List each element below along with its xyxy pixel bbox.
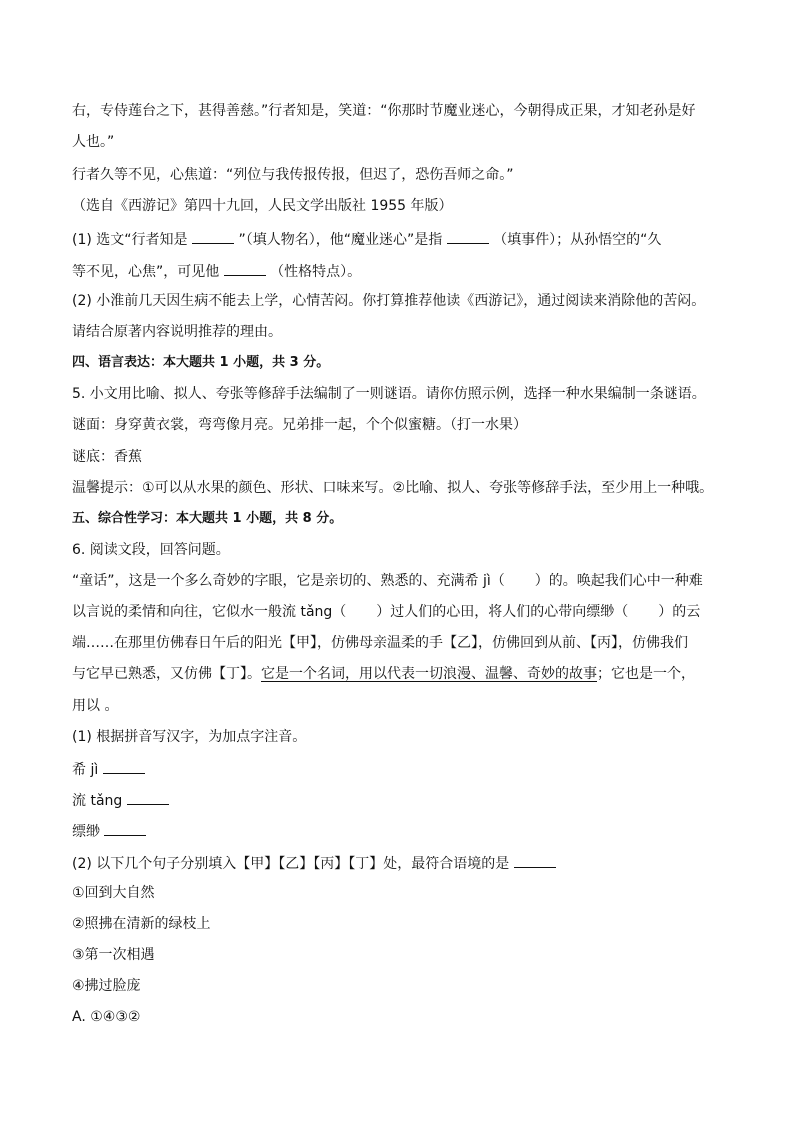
- q5-text: 5. 小文用比喻、拟人、夸张等修辞手法编制了一则谜语。请你仿照示例，选择一种水果编制一条谜语。: [72, 386, 706, 402]
- word-item-1: [72, 759, 732, 779]
- passage-source: （选自《西游记》第四十九回，人民文学出版社 1955 年版）: [72, 198, 453, 214]
- answer-blank[interactable]: [514, 853, 556, 868]
- p2-text-b: ）过人们的心田，将人们的心带向缥缈（: [376, 604, 629, 620]
- q4-sub1-text-b: ”（填人物名），他“魔业迷心”是指: [238, 232, 443, 248]
- riddle-text: 谜面：身穿黄衣裳，弯弯像月亮。兄弟排一起，个个似蜜糖。（打一水果）: [72, 417, 527, 433]
- option-2: ②照拂在清新的绿枝上: [72, 916, 211, 932]
- answer-blank[interactable]: [127, 790, 169, 805]
- choice-a: A. ①④③②: [72, 1009, 141, 1025]
- q4-sub1-line2: [72, 261, 732, 281]
- fairy-paragraph-line3: 端……在那里仿佛春日午后的阳光【甲】，仿佛母亲温柔的手【乙】，仿佛回到从前、【丙】，仿佛我们: [72, 635, 688, 651]
- fairy-paragraph-line2: [72, 603, 732, 621]
- fairy-paragraph-line1: [72, 572, 732, 590]
- q4-sub1-text-a: (1) 选文“行者知是: [72, 232, 188, 248]
- riddle-answer: 谜底：香蕉: [72, 449, 142, 465]
- fairy-paragraph-line4: [72, 665, 732, 683]
- p1-text-a: “童话”，这是一个多么奇妙的字眼，它是亲切的、熟悉的、充满希 jì（: [72, 573, 505, 589]
- option-1: ①回到大自然: [72, 885, 155, 901]
- option-4: ④拂过脸庞: [72, 978, 141, 994]
- answer-blank[interactable]: [224, 261, 266, 276]
- option-3: ③第一次相遇: [72, 947, 155, 963]
- section4-heading: 四、语言表达：本大题共 1 小题，共 3 分。: [72, 355, 330, 370]
- q6-sub1: (1) 根据拼音写汉字，为加点字注音。: [72, 729, 307, 745]
- word2-label: 流 tǎng: [72, 793, 123, 809]
- passage-line-1: 右，专侍莲台之下，甚得善慈。”行者知是，笑道：“你那时节魔业迷心，今朝得成正果，才知老孙是好: [72, 103, 696, 119]
- passage-line-3: 行者久等不见，心焦道：“列位与我传报传报，但迟了，恐伤吾师之命。”: [72, 167, 514, 183]
- word1-label: 希 jì: [72, 762, 99, 778]
- word3-label: 缥缈: [72, 824, 100, 840]
- p2-text-a: 以言说的柔情和向往，它似水一般流 tǎng（: [72, 604, 347, 620]
- p2-text-c: ）的云: [658, 604, 701, 620]
- underlined-sentence: 它是一个名词，用以代表一切浪漫、温馨、奇妙的故事: [261, 666, 597, 682]
- q4-sub1-text-e: （性格特点）。: [270, 264, 362, 280]
- q6-text: 6. 阅读文段，回答问题。: [72, 542, 230, 558]
- section5-heading: 五、综合性学习：本大题共 1 小题，共 8 分。: [72, 511, 343, 526]
- q6-sub2-text: (2) 以下几个句子分别填入【甲】【乙】【丙】【丁】处，最符合语境的是: [72, 856, 510, 872]
- word-item-3: [72, 821, 732, 841]
- answer-blank[interactable]: [192, 229, 234, 244]
- q4-sub1-line1: [72, 229, 732, 249]
- warm-tip: 温馨提示：①可以从水果的颜色、形状、口味来写。②比喻、拟人、夸张等修辞手法，至少用上一种哦。: [72, 480, 714, 496]
- fairy-paragraph-line5: 用以 。: [72, 698, 119, 714]
- p4-text-a: 与它早已熟悉，又仿佛【丁】。: [72, 666, 261, 682]
- answer-blank[interactable]: [104, 821, 146, 836]
- q4-sub1-text-d: 等不见，心焦”，可见他: [72, 264, 220, 280]
- q4-sub2-line2: 请结合原著内容说明推荐的理由。: [72, 324, 282, 340]
- answer-blank[interactable]: [447, 229, 489, 244]
- passage-line-2: 人也。”: [72, 134, 115, 150]
- q4-sub2-line1: (2) 小淮前几天因生病不能去上学，心情苦闷。你打算推荐他读《西游记》，通过阅读来消除他的苦闷。: [72, 293, 706, 309]
- q6-sub2: [72, 853, 732, 873]
- word-item-2: [72, 790, 732, 810]
- p4-text-b: ；它也是一个，: [597, 666, 695, 682]
- answer-blank[interactable]: [103, 759, 145, 774]
- q4-sub1-text-c: （填事件）；从孙悟空的“久: [493, 232, 662, 248]
- p1-text-b: ）的。唤起我们心中一种难: [534, 573, 703, 589]
